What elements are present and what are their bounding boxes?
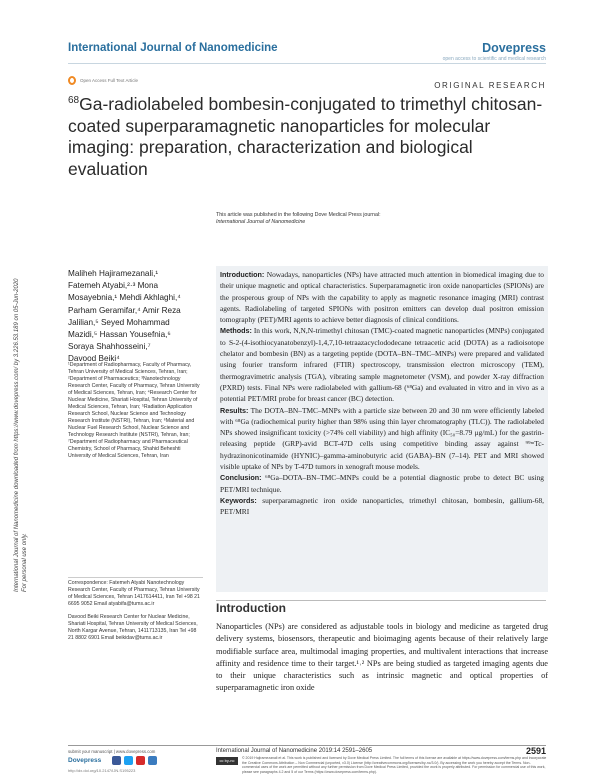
submit-manuscript-link[interactable]: submit your manuscript | www.dovepress.com xyxy=(68,749,156,754)
author-line: Jalilian,⁵ Seyed Mohammad xyxy=(68,317,170,327)
publisher-tagline: open access to scientific and medical research xyxy=(442,56,546,62)
linkedin-icon[interactable] xyxy=(148,756,157,765)
abstract-label: Conclusion: xyxy=(220,473,262,483)
abstract-text: Nowadays, nanoparticles (NPs) have attracted much attention in biomedical imaging due to their unique magnetic and optical characteristics. Superparamagnetic iron oxide nanoparticles (SPIONs) are the prosperous group of NPs with the capability to apply as magnetic resonance imaging (MRI) contrast agents. Radiolabeling of targeted SPIONs with positron emitters can develop dual positron emission tomography (PET)/MRI agents to achieve better diagnosis of clinical conditions. xyxy=(220,270,544,325)
footer-publisher-logo[interactable]: Dovepress xyxy=(68,757,102,764)
author-line: Mosayebnia,¹ Mehdi Akhlaghi,⁴ xyxy=(68,293,181,303)
open-access-badge xyxy=(68,76,138,85)
correspondence xyxy=(68,580,203,648)
open-access-label: Open Access Full Text Article xyxy=(80,78,138,83)
publisher-logo[interactable]: Dovepress xyxy=(482,41,546,55)
article-title xyxy=(68,94,548,180)
abstract-label: Methods: xyxy=(220,326,252,336)
cc-license-icon[interactable]: cc by-nc xyxy=(216,757,238,765)
author-line: Maliheh Hajiramezanali,¹ xyxy=(68,269,159,278)
title-superscript: 68 xyxy=(68,95,80,106)
publication-note xyxy=(216,212,381,226)
abstract-label: Results: xyxy=(220,405,249,415)
abstract-keywords xyxy=(220,495,544,518)
author-line: Soraya Shahhosseini,⁷ xyxy=(68,342,151,352)
header-divider xyxy=(68,63,546,64)
youtube-icon[interactable] xyxy=(136,756,145,765)
download-watermark-personal: For personal use only. xyxy=(22,533,28,592)
open-access-icon xyxy=(68,76,76,85)
title-text: Ga-radiolabeled bombesin-conjugated to trimethyl chitosan-coated superparamagnetic nanoparticles for molecular imaging: preparation, characterization and biological evaluation xyxy=(68,94,543,179)
correspondence-secondary: Davood Beiki Research Center for Nuclear Medicine, Shariati Hospital, Tehran University of Medical Sciences, North Kargar Avenue, Tehran, 1411713135, Iran Tel +98 21 8802 6901 Email beikidav@tums.ac.ir xyxy=(68,614,198,641)
publication-note-line: This article was published in the following Dove Medical Press journal: xyxy=(216,212,381,218)
footer-journal-reference: International Journal of Nanomedicine 2019:14 2591–2605 xyxy=(216,748,373,754)
facebook-icon[interactable] xyxy=(112,756,121,765)
introduction-heading: Introduction xyxy=(216,601,286,615)
doi-link[interactable]: http://dx.doi.org/10.2147/IJN.S195223 xyxy=(68,768,136,773)
author-line: Davood Beiki⁴ xyxy=(68,354,120,364)
abstract-label: Introduction: xyxy=(220,270,265,279)
journal-name[interactable]: International Journal of Nanomedicine xyxy=(68,42,278,54)
abstract-box xyxy=(216,266,548,592)
abstract-results xyxy=(220,405,544,473)
correspondence-divider xyxy=(68,577,203,578)
footer-divider xyxy=(68,745,546,746)
abstract-text: ⁶⁸Ga–DOTA–BN–TMC–MNPs could be a potential diagnostic probe to detect BC using PET/MRI technique. xyxy=(220,473,544,494)
publication-note-journal[interactable]: International Journal of Nanomedicine xyxy=(216,219,306,225)
abstract-introduction xyxy=(220,269,544,325)
author-line: Mazidi,⁵ Hassan Yousefnia,⁶ xyxy=(68,330,171,340)
author-list xyxy=(68,268,203,366)
social-links xyxy=(112,756,157,765)
license-text: © 2019 Hajiramezanali et al. This work is published and licensed by Dove Medical Press Limited. The full terms of this license are available at https://www.dovepress.com/terms.php and incorporate the Creative Commons Attribution – Non Commercial (unported, v3.0) License (http://creativecommons.org/licenses/by-nc/3.0/). By accessing the work you hereby accept the Terms. Non-commercial uses of the work are permitted without any further permission from Dove Medical Press Limited, provided the work is properly attributed. For permission for commercial use of this work, please see paragraphs 4.2 and 5 of our Terms (https://www.dovepress.com/terms.php). xyxy=(242,756,547,774)
download-watermark xyxy=(8,122,34,592)
introduction-body: Nanoparticles (NPs) are considered as adjustable tools in biology and medicine as targeted drug delivery systems, biosensors, therapeutic and bioimaging agents because of their relatively large modifiable surface area, multimodal imaging properties, and multivalent interactions that increase affinity and residence time to their target.¹˒² NPs are being studied as targeted imaging agents due to their unique characteristics such as intrinsic magnetic and optical properties of superparamagnetic iron oxide xyxy=(216,622,548,693)
abstract-methods xyxy=(220,325,544,404)
article-type: ORIGINAL RESEARCH xyxy=(434,81,546,90)
correspondence-primary: Correspondence: Fatemeh Atyabi Nanotechnology Research Center, Faculty of Pharmacy, Tehran University of Medical Sciences, Tehran 1417614411, Iran Tel +98 21 6695 9052 Email atyabifa@tums.ac.ir xyxy=(68,580,200,607)
abstract-label: Keywords: xyxy=(220,495,257,505)
affiliations: ¹Department of Radiopharmacy, Faculty of Pharmacy, Tehran University of Medical Sciences, Tehran, Iran; ²Department of Pharmaceutics; ³Nanotechnology Research Center, Faculty of Pharmacy, Tehran University of Medical Sciences, Tehran, Iran; ⁴Research Center for Nuclear Medicine, Shariati Hospital, Tehran University of Medical Sciences, Tehran, Iran; ⁵Radiation Application Research School, Nuclear Science and Technology Research Institute (NSTRI), Tehran, Iran; ⁶Material and Nuclear Fuel Research School, Nuclear Science and Technology Research Institute (NSTRI), Tehran, Iran; ⁷Department of Radiopharmacy and Pharmaceutical Chemistry, School of Pharmacy, Shahid Beheshti University of Medical Sciences, Tehran, Iran xyxy=(68,362,200,459)
abstract-text: In this work, N,N,N-trimethyl chitosan (TMC)-coated magnetic nanoparticles (MNPs) conjugated to S-2-(4-isothiocyanatobenzyl)-1,4,7,10-tetraazacyclododecane tetraacetic acid (DOTA) as a radioisotope chelator and bombesin (BN) as a targeting peptide (DOTA–BN–TMC–MNPs) were prepared and validated using fourier transform infrared (FTIR) spectroscopy, transmission electron microscopy (TEM), thermogravimetric analysis (TGA), vibrating sample magnetometer (VSM), and powder X-ray diffraction (PXRD) tests. Final NPs were radiolabeled with gallium-68 (⁶⁸Ga) and evaluated in vitro and in vivo as a potential PET/MRI probe for breast cancer (BC) detection. xyxy=(220,326,544,404)
abstract-conclusion xyxy=(220,472,544,495)
download-watermark-line: International Journal of Nanomedicine downloaded from https://www.dovepress.com/ by 3.226.53.189 on 05-Jun-2020 xyxy=(14,278,20,592)
page-number: 2591 xyxy=(525,746,546,756)
author-line: Parham Geramifar,⁴ Amir Reza xyxy=(68,305,181,315)
twitter-icon[interactable] xyxy=(124,756,133,765)
abstract-text: superparamagnetic iron oxide nanoparticles, trimethyl chitosan, bombesin, gallium-68, PET/MRI xyxy=(220,495,544,517)
abstract-text: The DOTA–BN–TMC–MNPs with a particle size between 20 and 30 nm were efficiently labeled with ⁶⁸Ga (radiochemical purity higher than 98% using thin layer chromatography (TLC)). The radiolabeled NPs showed insignificant toxicity (>74% cell viability) and high affinity (IC₅₀=8.79 μg/mL) for the gastrin-releasing peptide (GRP)-avid BCT-47D cells using competitive binding assay against ⁹⁹ᵐTc-hydrazinonicotinamide (HYNIC)–gamma-aminobutyric acid (GABA)–BN (7–14). PET and MRI showed visible uptake of NPs by T-47D tumors in xenograft mouse models. xyxy=(220,405,544,472)
author-line: Fatemeh Atyabi,²·³ Mona xyxy=(68,281,159,291)
